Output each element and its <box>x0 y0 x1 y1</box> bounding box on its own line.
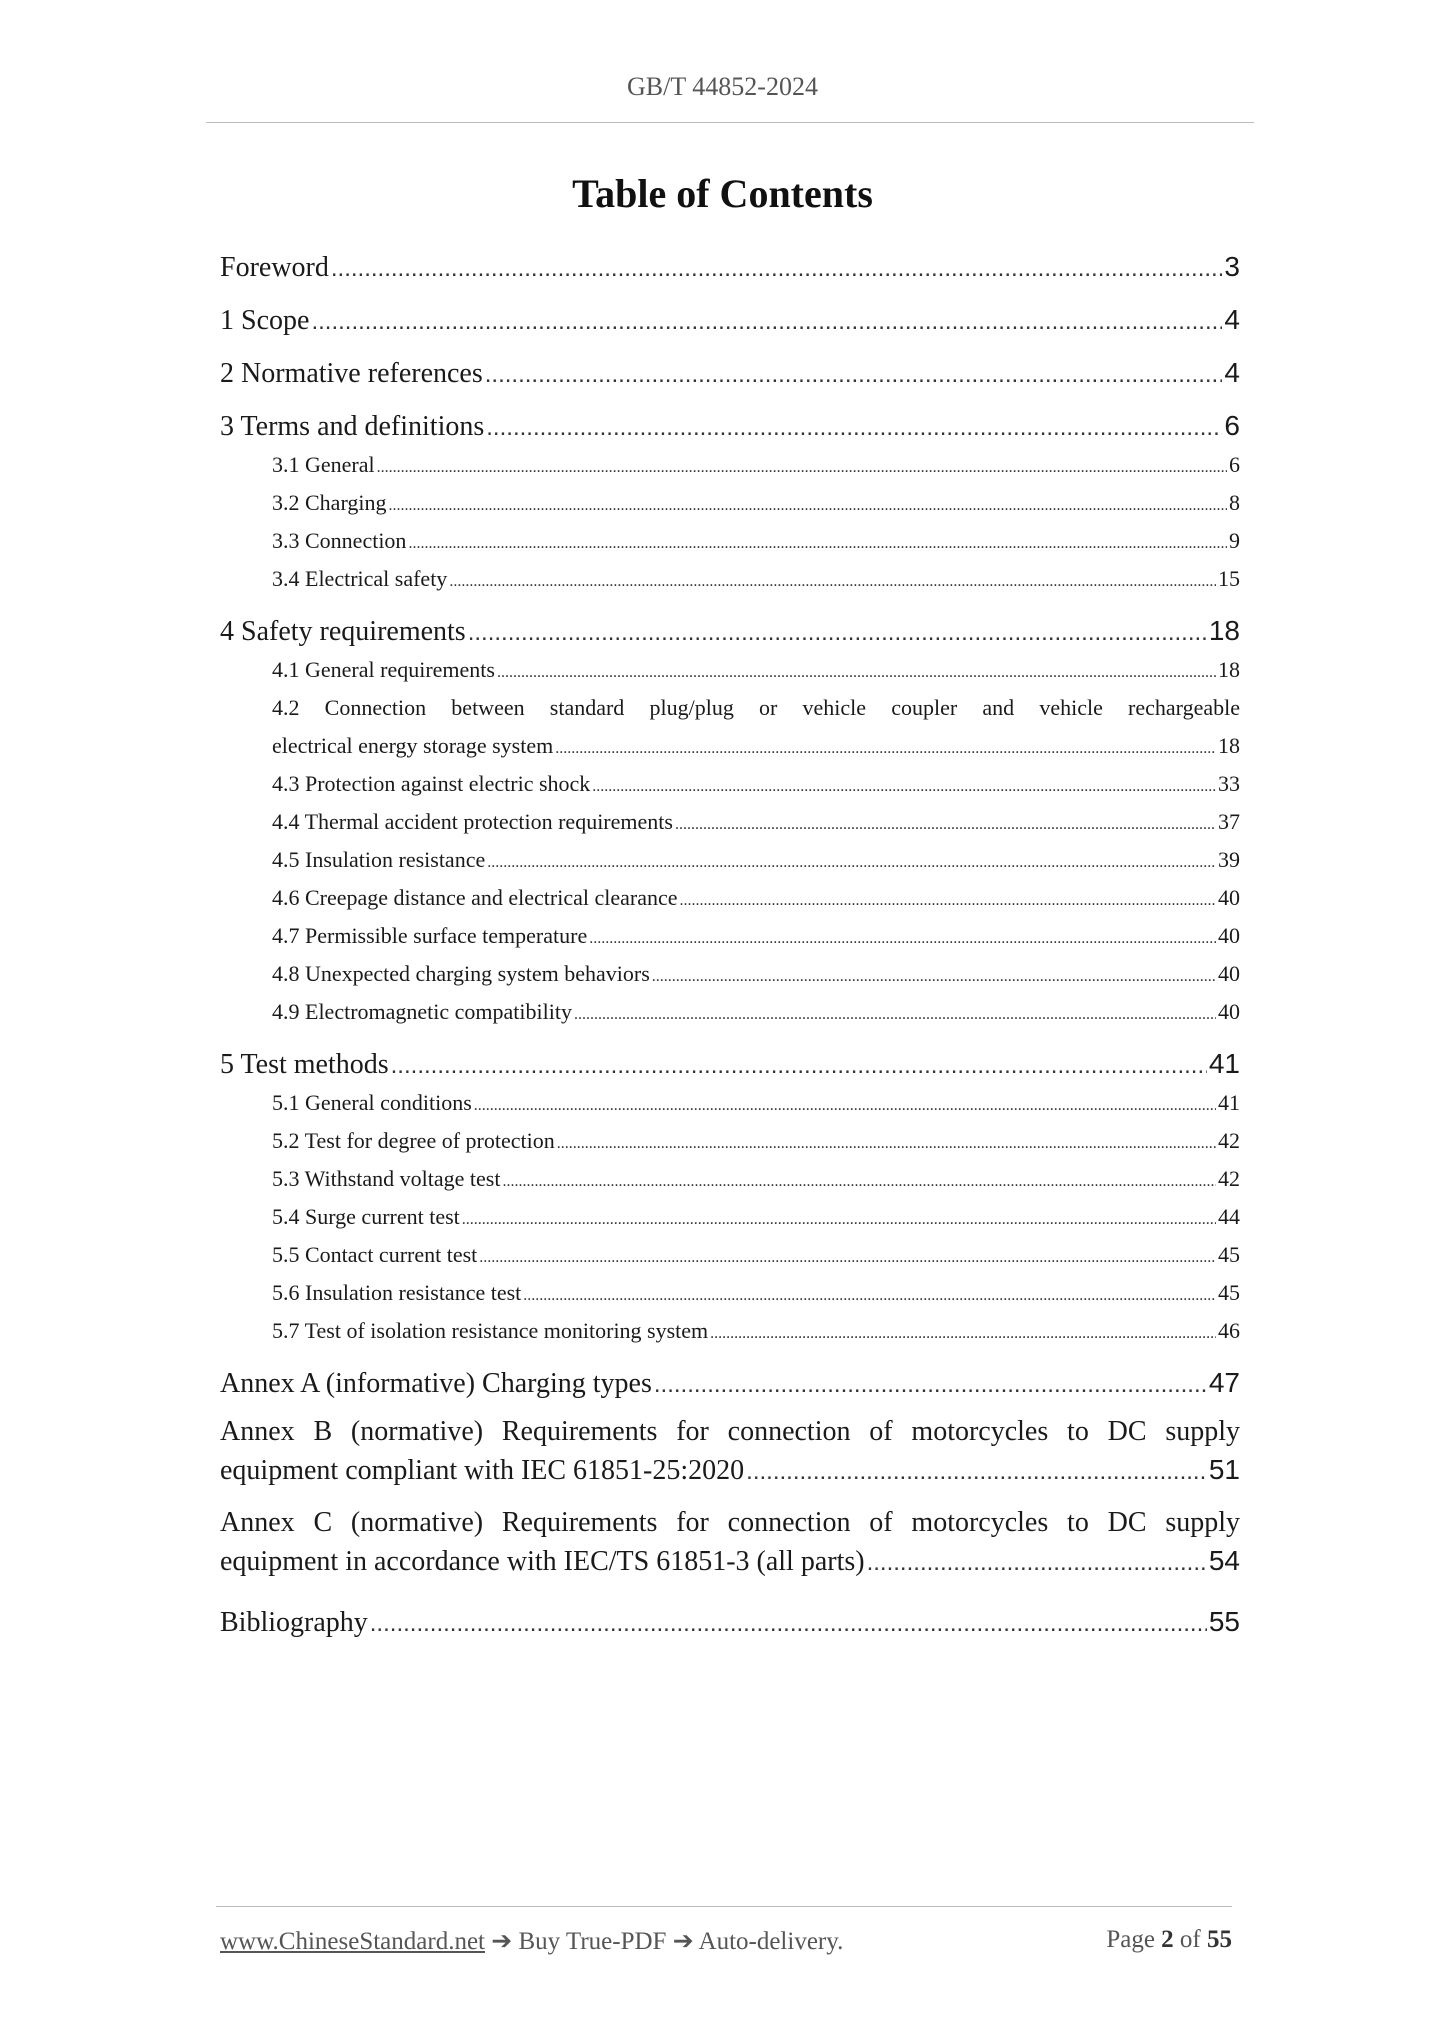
page-title: Table of Contents <box>572 171 873 216</box>
toc-entry-label: 5.3 Withstand voltage test <box>272 1166 501 1191</box>
header-rule <box>206 122 1254 123</box>
dot-leader <box>680 882 1216 920</box>
toc-entry-4-6[interactable] <box>220 879 1240 917</box>
toc-entry-4-9[interactable] <box>220 993 1240 1031</box>
toc-page-number: 37 <box>1218 809 1240 834</box>
dot-leader <box>710 1315 1216 1353</box>
toc-entry-bibliography[interactable] <box>220 1595 1240 1648</box>
toc-entry-label-line1: Annex B (normative) Requirements for connection of motorcycles to DC supply <box>220 1416 1240 1447</box>
toc-entry-5-1[interactable] <box>220 1084 1240 1122</box>
toc-page-number: 54 <box>1208 1545 1240 1576</box>
toc-page-number: 44 <box>1218 1204 1240 1229</box>
toc-entry-3-2[interactable] <box>220 484 1240 522</box>
toc-entry-5-5[interactable] <box>220 1236 1240 1274</box>
toc-page-number: 40 <box>1218 999 1240 1024</box>
toc-entry-label: Annex A (informative) Charging types <box>220 1368 652 1399</box>
toc-page-number: 15 <box>1218 566 1240 591</box>
dot-leader <box>331 242 1223 295</box>
toc-entry-label: 3 Terms and definitions <box>220 411 485 442</box>
toc-entry-label: 5.4 Surge current test <box>272 1204 460 1229</box>
toc-entry-5-6[interactable] <box>220 1274 1240 1312</box>
toc-entry-safety-requirements[interactable] <box>220 604 1240 657</box>
page-footer <box>220 1926 1232 1956</box>
toc-entry-3-1[interactable] <box>220 446 1240 484</box>
page-indicator <box>1106 1926 1232 1956</box>
toc-entry-label-line2: equipment in accordance with IEC/TS 61851-3 (all parts) <box>220 1546 865 1577</box>
toc-entry-label: 1 Scope <box>220 305 310 336</box>
toc-page-number: 42 <box>1218 1128 1240 1153</box>
toc-entry-4-8[interactable] <box>220 955 1240 993</box>
toc-entry-label: 4 Safety requirements <box>220 616 466 647</box>
toc-entry-label-line2: equipment compliant with IEC 61851-25:2020 <box>220 1455 745 1486</box>
toc-entry-label: 4.6 Creepage distance and electrical clearance <box>272 885 678 910</box>
toc-entry-5-4[interactable] <box>220 1198 1240 1236</box>
toc-entry-label: 5 Test methods <box>220 1049 389 1080</box>
toc-page-number: 8 <box>1229 490 1240 515</box>
dot-leader <box>557 1125 1216 1163</box>
dot-leader <box>592 768 1216 806</box>
toc-entry-label: 4.1 General requirements <box>272 657 495 682</box>
dot-leader <box>574 996 1216 1034</box>
toc-page-number: 42 <box>1218 1166 1240 1191</box>
dot-leader <box>474 1087 1216 1125</box>
arrow-right-icon: ➔ <box>491 1928 513 1955</box>
page-word: Page <box>1106 1926 1155 1953</box>
toc-page-number: 6 <box>1229 452 1240 477</box>
dot-leader <box>408 525 1227 563</box>
toc-entry-normative-references[interactable] <box>220 346 1240 399</box>
toc-entry-label: 5.6 Insulation resistance test <box>272 1280 522 1305</box>
toc-page-number: 18 <box>1208 615 1240 646</box>
toc-entry-label: 4.4 Thermal accident protection requirements <box>272 809 673 834</box>
toc-entry-label: 4.5 Insulation resistance <box>272 847 486 872</box>
auto-delivery-text: Auto-delivery. <box>698 1928 844 1955</box>
footer-rule <box>216 1906 1232 1907</box>
of-word: of <box>1179 1926 1201 1953</box>
toc-page-number: 40 <box>1218 923 1240 948</box>
dot-leader <box>462 1201 1216 1239</box>
dot-leader <box>555 730 1216 768</box>
toc-entry-label-line1: Annex C (normative) Requirements for connection of motorcycles to DC supply <box>220 1507 1240 1538</box>
arrow-right-icon: ➔ <box>672 1928 694 1955</box>
running-header: GB/T 44852-2024 <box>627 72 818 101</box>
dot-leader <box>654 1358 1207 1411</box>
toc-entry-5-7[interactable] <box>220 1312 1240 1350</box>
toc-page-number: 55 <box>1208 1606 1240 1637</box>
toc-entry-label: 5.5 Contact current test <box>272 1242 478 1267</box>
dot-leader <box>468 606 1207 659</box>
toc-page-number: 40 <box>1218 885 1240 910</box>
toc-page-number: 45 <box>1218 1280 1240 1305</box>
toc-page-number: 4 <box>1224 304 1240 335</box>
toc-entry-annex-c[interactable] <box>220 1504 1240 1580</box>
current-page-number: 2 <box>1161 1926 1174 1953</box>
dot-leader <box>497 654 1216 692</box>
dot-leader <box>485 348 1223 401</box>
toc-entry-label: 2 Normative references <box>220 358 483 389</box>
toc-page-number: 41 <box>1218 1090 1240 1115</box>
toc-entry-5-2[interactable] <box>220 1122 1240 1160</box>
toc-entry-5-3[interactable] <box>220 1160 1240 1198</box>
toc-entry-label-line1: 4.2 Connection between standard plug/plug or vehicle coupler and vehicle rechargeable <box>272 695 1240 720</box>
toc-entry-scope[interactable] <box>220 293 1240 346</box>
dot-leader <box>388 487 1227 525</box>
toc-entry-label: Foreword <box>220 252 329 283</box>
dot-leader <box>589 920 1216 958</box>
toc-page-number: 4 <box>1224 357 1240 388</box>
toc-entry-label: 3.1 General <box>272 452 375 477</box>
toc-entry-3-3[interactable] <box>220 522 1240 560</box>
toc-entry-label: 5.1 General conditions <box>272 1090 472 1115</box>
toc-page-number: 39 <box>1218 847 1240 872</box>
toc-entry-annex-a[interactable] <box>220 1356 1240 1409</box>
toc-page-number: 41 <box>1208 1048 1240 1079</box>
dot-leader <box>746 1453 1207 1491</box>
footer-left <box>220 1926 843 1956</box>
toc-page-number: 47 <box>1208 1367 1240 1398</box>
toc-entry-label: 3.3 Connection <box>272 528 407 553</box>
buy-pdf-text: Buy True-PDF <box>518 1928 667 1955</box>
toc-entry-label: 4.8 Unexpected charging system behaviors <box>272 961 650 986</box>
table-of-contents <box>220 240 1240 1648</box>
dot-leader <box>391 1039 1207 1092</box>
dot-leader <box>479 1239 1216 1277</box>
dot-leader <box>370 1597 1207 1650</box>
toc-entry-label: 5.2 Test for degree of protection <box>272 1128 555 1153</box>
toc-entry-label: 5.7 Test of isolation resistance monitoring system <box>272 1318 709 1343</box>
toc-entry-label: 3.2 Charging <box>272 490 387 515</box>
toc-entry-label: 4.7 Permissible surface temperature <box>272 923 588 948</box>
toc-entry-label: 3.4 Electrical safety <box>272 566 448 591</box>
toc-entry-4-1[interactable] <box>220 651 1240 689</box>
dot-leader <box>502 1163 1216 1201</box>
toc-entry-label-line2: electrical energy storage system <box>272 733 554 758</box>
toc-page-number: 9 <box>1229 528 1240 553</box>
toc-entry-3-4[interactable] <box>220 560 1240 598</box>
toc-entry-label: 4.9 Electromagnetic compatibility <box>272 999 572 1024</box>
dot-leader <box>449 563 1216 601</box>
dot-leader <box>867 1544 1207 1582</box>
toc-page-number: 40 <box>1218 961 1240 986</box>
toc-page-number: 18 <box>1218 657 1240 682</box>
toc-entry-4-5[interactable] <box>220 841 1240 879</box>
toc-entry-4-4[interactable] <box>220 803 1240 841</box>
toc-page-number: 33 <box>1218 771 1240 796</box>
toc-page-number: 3 <box>1224 251 1240 282</box>
toc-page-number: 51 <box>1208 1454 1240 1485</box>
toc-page-number: 45 <box>1218 1242 1240 1267</box>
dot-leader <box>487 844 1216 882</box>
dot-leader <box>377 449 1227 487</box>
dot-leader <box>675 806 1216 844</box>
site-link[interactable]: www.ChineseStandard.net <box>220 1928 485 1955</box>
total-pages-number: 55 <box>1207 1926 1232 1953</box>
toc-page-number: 18 <box>1218 733 1240 758</box>
toc-page-number: 6 <box>1224 410 1240 441</box>
toc-entry-4-3[interactable] <box>220 765 1240 803</box>
dot-leader <box>486 401 1222 454</box>
toc-entry-label: Bibliography <box>220 1607 368 1638</box>
dot-leader <box>523 1277 1216 1315</box>
toc-entry-terms-and-definitions[interactable] <box>220 399 1240 452</box>
toc-entry-foreword[interactable] <box>220 240 1240 293</box>
toc-entry-4-7[interactable] <box>220 917 1240 955</box>
toc-entry-annex-b[interactable] <box>220 1413 1240 1489</box>
toc-entry-4-2[interactable] <box>220 689 1240 765</box>
dot-leader <box>311 295 1222 348</box>
toc-entry-label: 4.3 Protection against electric shock <box>272 771 591 796</box>
toc-page-number: 46 <box>1218 1318 1240 1343</box>
toc-entry-test-methods[interactable] <box>220 1037 1240 1090</box>
dot-leader <box>652 958 1216 996</box>
